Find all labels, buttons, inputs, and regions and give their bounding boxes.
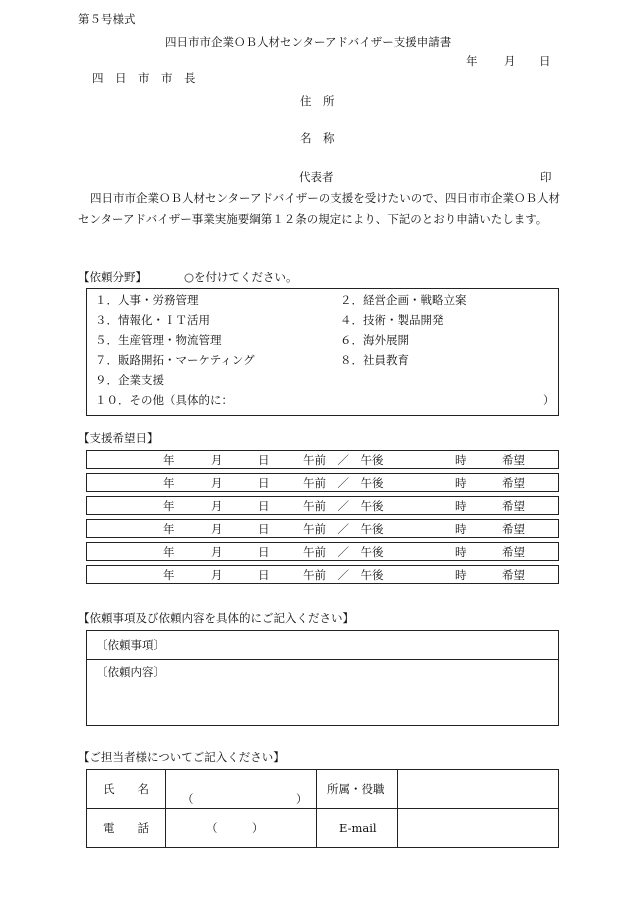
contact-table [86,769,559,848]
field-option-3[interactable]: ３．情報化・ＩＴ活用 [95,313,210,327]
field-option-5[interactable]: ５．生産管理・物流管理 [95,333,222,347]
row-hour: 時 [455,568,467,582]
contact-heading: 【ご担当者様についてご記入ください】 [78,750,285,764]
date-row-5[interactable] [86,542,559,561]
field-option-2[interactable]: ２．経営企画・戦略立案 [340,293,467,307]
row-ampm: 午前 ／ 午後 [303,568,384,582]
row-year: 年 [163,568,175,582]
date-row-3[interactable] [86,496,559,515]
field-option-8[interactable]: ８．社員教育 [340,353,409,367]
applicant-rep-label: 代表者 [299,170,334,184]
row-want: 希望 [502,453,525,467]
contact-phone-label: 電 話 [103,821,149,835]
row-ampm: 午前 ／ 午後 [303,522,384,536]
fields-heading: 【依頼分野】 [78,270,147,284]
contact-phone-paren: （ ） [206,821,264,835]
row-want: 希望 [502,476,525,490]
contact-email-label: E-mail [339,821,377,835]
contact-email-label-cell [317,809,398,848]
row-year: 年 [163,545,175,559]
field-option-7[interactable]: ７．販路開拓・マーケティング [95,353,255,367]
row-ampm: 午前 ／ 午後 [303,476,384,490]
field-option-1[interactable]: １．人事・労務管理 [95,293,199,307]
row-day: 日 [258,453,270,467]
field-other-close-paren: ） [543,393,555,407]
row-year: 年 [163,522,175,536]
row-month: 月 [211,499,223,513]
applicant-address-label: 住 所 [300,94,335,108]
field-option-6[interactable]: ６．海外展開 [340,333,409,347]
request-matter-label: 〔依頼事項〕 [96,638,165,652]
row-day: 日 [258,568,270,582]
row-ampm: 午前 ／ 午後 [303,453,384,467]
row-month: 月 [211,568,223,582]
date-row-2[interactable] [86,473,559,492]
field-option-10[interactable]: １０．その他（具体的に： [95,393,233,407]
row-hour: 時 [455,499,467,513]
row-month: 月 [211,453,223,467]
row-hour: 時 [455,522,467,536]
contact-name-paren-close: ） [296,792,308,806]
contact-dept-label: 所属・役職 [327,782,385,796]
row-want: 希望 [502,522,525,536]
row-want: 希望 [502,568,525,582]
date-day-label: 日 [539,54,551,68]
row-want: 希望 [502,545,525,559]
date-month-label: 月 [504,54,516,68]
row-hour: 時 [455,476,467,490]
contact-dept-label-cell [317,770,398,809]
row-ampm: 午前 ／ 午後 [303,545,384,559]
request-heading: 【依頼事項及び依頼内容を具体的にご記入ください】 [78,611,354,625]
contact-row-name [87,770,559,809]
contact-name-paren-open: （ [182,792,194,806]
form-number: 第５号様式 [78,12,136,26]
contact-name-label: 氏 名 [103,782,149,796]
row-month: 月 [211,476,223,490]
contact-dept-field[interactable] [398,770,559,809]
row-year: 年 [163,499,175,513]
dates-heading: 【支援希望日】 [78,431,159,445]
date-row-6[interactable] [86,565,559,584]
addressee: 四 日 市 市 長 [92,71,196,85]
row-day: 日 [258,545,270,559]
date-row-1[interactable] [86,450,559,469]
contact-phone-label-cell [87,809,166,848]
field-option-4[interactable]: ４．技術・製品開発 [340,313,444,327]
row-month: 月 [211,545,223,559]
row-ampm: 午前 ／ 午後 [303,499,384,513]
intro-paragraph [78,188,562,230]
row-year: 年 [163,476,175,490]
row-day: 日 [258,476,270,490]
field-option-9[interactable]: ９．企業支援 [95,373,164,387]
row-year: 年 [163,453,175,467]
form-title: 四日市市企業ＯＢ人材センターアドバイザー支援申請書 [165,35,452,49]
row-day: 日 [258,522,270,536]
intro-text: 四日市市企業ＯＢ人材センターアドバイザーの支援を受けたいので、四日市市企業ＯＢ人材センターアドバイザー事業実施要綱第１２条の規定により、下記のとおり申請いたします。 [78,191,560,226]
row-hour: 時 [455,545,467,559]
applicant-name-label: 名 称 [300,131,335,145]
request-content-label: 〔依頼内容〕 [96,665,165,679]
seal-mark: 印 [540,170,552,184]
contact-row-phone [87,809,559,848]
row-want: 希望 [502,499,525,513]
date-year-label: 年 [466,54,478,68]
contact-name-label-cell [87,770,166,809]
date-row-4[interactable] [86,519,559,538]
row-hour: 時 [455,453,467,467]
contact-email-field[interactable] [398,809,559,848]
contact-phone-field[interactable] [166,809,317,848]
row-month: 月 [211,522,223,536]
row-day: 日 [258,499,270,513]
fields-note: ○を付けてください。 [184,270,298,284]
contact-name-field[interactable] [166,770,317,809]
